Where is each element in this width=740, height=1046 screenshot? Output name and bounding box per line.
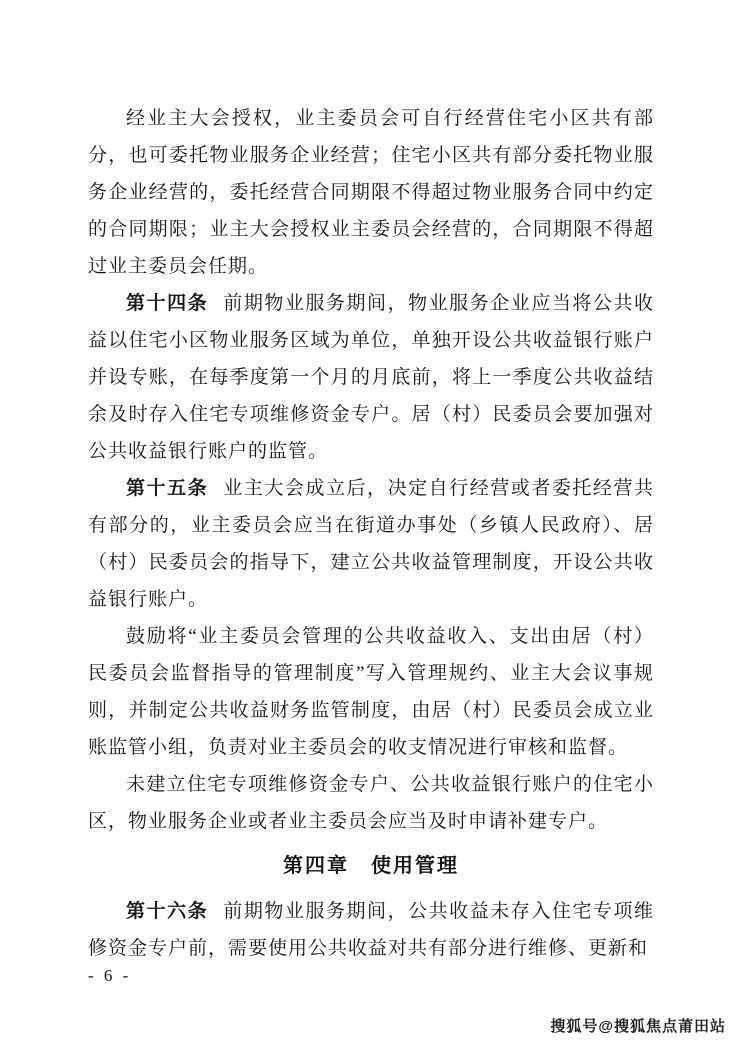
watermark: 搜狐号@搜狐焦点莆田站 — [550, 1018, 726, 1035]
paragraph — [88, 766, 654, 840]
paragraph — [88, 100, 654, 285]
paragraph-text: 业主大会成立后，决定自行经营或者委托经营共有部分的，业主委员会应当在街道办事处（乡镇人民政府）、居（村）民委员会的指导下，建立公共收益管理制度，开设公共收益银行账户。 — [88, 478, 654, 610]
paragraph — [88, 470, 654, 618]
paragraph-text: 未建立住宅专项维修资金专户、公共收益银行账户的住宅小区，物业服务企业或者业主委员会应当及时申请补建专户。 — [88, 774, 654, 832]
paragraph-text: 前期物业服务期间，公共收益未存入住宅专项维修资金专户前，需要使用公共收益对共有部分进行维修、更新和 — [88, 901, 654, 959]
article-number: 第十六条 — [126, 901, 209, 922]
paragraph — [88, 893, 654, 967]
article-number: 第十四条 — [126, 293, 209, 314]
chapter-heading: 第四章 使用管理 — [283, 855, 459, 877]
article-number: 第十五条 — [126, 478, 209, 499]
document-body — [88, 100, 654, 967]
page-number: - 6 - — [88, 966, 132, 985]
paragraph-text: 鼓励将“业主委员会管理的公共收益收入、支出由居（村）民委员会监督指导的管理制度”写入管理规约、业主大会议事规则，并制定公共收益财务监管制度，由居（村）民委员会成立业账监管小组，负责对业主委员会的收支情况进行审核和监督。 — [88, 626, 654, 758]
paragraph-text: 前期物业服务期间，物业服务企业应当将公共收益以住宅小区物业服务区域为单位，单独开设公共收益银行账户并设专账，在每季度第一个月的月底前，将上一季度公共收益结余及时存入住宅专项维修资金专户。居（村）民委员会要加强对公共收益银行账户的监管。 — [88, 293, 654, 462]
paragraph — [88, 285, 654, 470]
paragraph — [88, 618, 654, 766]
paragraph-text: 经业主大会授权，业主委员会可自行经营住宅小区共有部分，也可委托物业服务企业经营；住宅小区共有部分委托物业服务企业经营的，委托经营合同期限不得超过物业服务合同中约定的合同期限；业主大会授权业主委员会经营的，合同期限不得超过业主委员会任期。 — [88, 108, 654, 277]
